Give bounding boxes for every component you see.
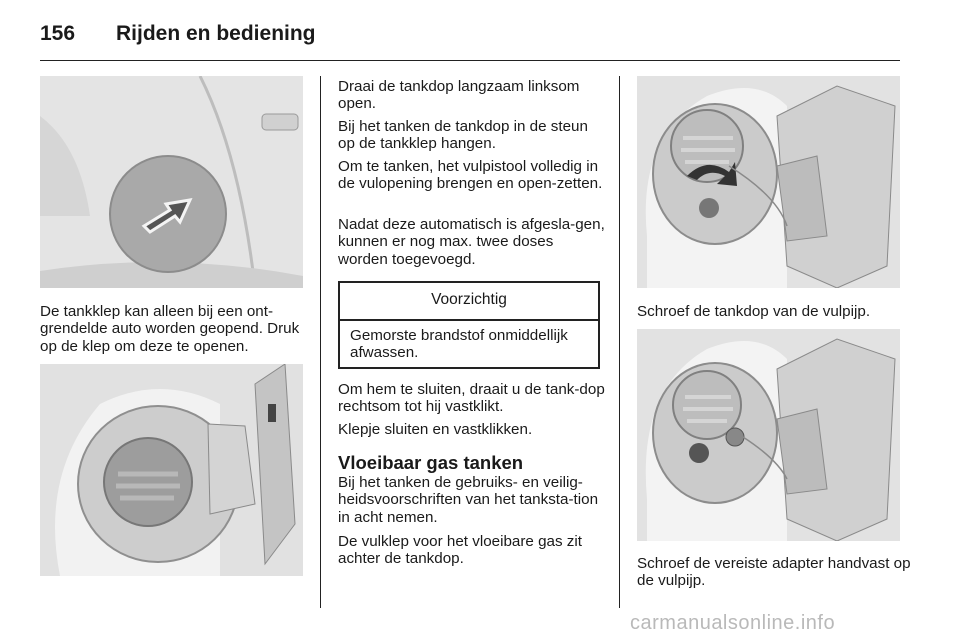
paragraph-auto-shutoff: Nadat deze automatisch is afgesla-gen, kunnen er nog max. twee doses worden toegevoegd. <box>338 216 605 268</box>
column-divider-left <box>320 76 321 608</box>
caption-mount-adapter: Schroef de vereiste adapter handvast op de vulpijp. <box>637 555 911 590</box>
page-header <box>40 18 900 61</box>
paragraph-close-flap: Klepje sluiten en vastklikken. <box>338 421 533 438</box>
caution-box <box>338 281 600 369</box>
paragraph-open-cap: Draai de tankdop langzaam linksom open. <box>338 78 580 113</box>
watermark: carmanualsonline.info <box>630 612 836 634</box>
paragraph-insert-nozzle: Om te tanken, het vulpistool volledig in de vulopening brengen en open-zetten. <box>338 158 603 193</box>
section-heading-lpg: Vloeibaar gas tanken <box>338 452 524 473</box>
paragraph-lpg-safety: Bij het tanken de gebruiks- en veilig-heidsvoorschriften van het tanksta-tion in acht nemen. <box>338 474 599 526</box>
caution-text: Gemorste brandstof onmiddellijk afwassen. <box>350 327 568 362</box>
paragraph-lpg-valve: De vulklep voor het vloeibare gas zit achter de tankdop. <box>338 533 582 568</box>
chapter-title: Rijden en bediening <box>116 22 316 45</box>
illustration-fuel-cap-in-opening <box>40 364 303 576</box>
caution-title: Voorzichtig <box>340 283 598 321</box>
illustration-adapter-mounted <box>637 329 900 541</box>
paragraph-close-cap: Om hem te sluiten, draait u de tank-dop rechtsom tot hij vastklikt. <box>338 381 605 416</box>
caption-unscrew-cap: Schroef de tankdop van de vulpijp. <box>637 303 871 320</box>
caption-fuel-flap-open: De tankklep kan alleen bij een ont-grendelde auto worden geopend. Druk op de klep om deze te openen. <box>40 303 300 355</box>
illustration-unscrew-cap <box>637 76 900 288</box>
illustration-fuel-flap-closed <box>40 76 303 288</box>
page-number: 156 <box>40 22 76 45</box>
column-divider-right <box>619 76 620 608</box>
paragraph-hang-cap: Bij het tanken de tankdop in de steun op de tankklep hangen. <box>338 118 588 153</box>
